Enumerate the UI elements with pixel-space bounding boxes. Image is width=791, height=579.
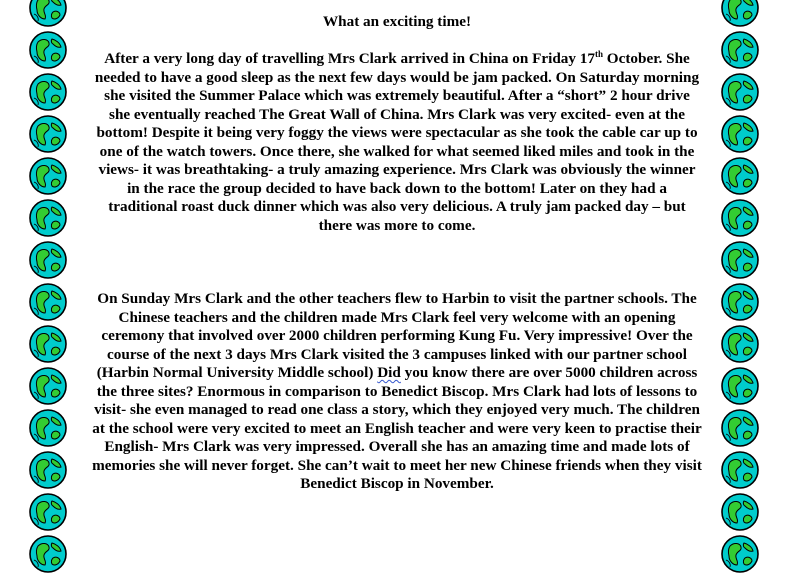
- globe-icon: [720, 198, 760, 238]
- globe-icon: [28, 30, 68, 70]
- globe-icon: [720, 408, 760, 448]
- globe-icon: [720, 156, 760, 196]
- globe-icon: [28, 198, 68, 238]
- paragraph-1-text: After a very long day of travelling Mrs Clark arrived in China on Friday 17: [104, 50, 595, 67]
- globe-icon: [28, 114, 68, 154]
- globe-icon: [720, 492, 760, 532]
- globe-icon: [28, 366, 68, 406]
- globe-icon: [720, 324, 760, 364]
- globe-icon: [28, 450, 68, 490]
- paragraph-harbin-visit: [92, 290, 702, 494]
- globe-icon: [28, 324, 68, 364]
- ordinal-suffix: th: [594, 48, 603, 59]
- globe-icon: [720, 72, 760, 112]
- globe-icon: [28, 282, 68, 322]
- globe-icon: [28, 240, 68, 280]
- globe-icon: [28, 0, 68, 28]
- globe-icon: [720, 0, 760, 28]
- globe-icon: [720, 366, 760, 406]
- globe-icon: [28, 156, 68, 196]
- document-body: [92, 13, 702, 494]
- grammar-flagged-word[interactable]: Did: [377, 364, 401, 381]
- paragraph-2-text-cont: you know there are over 5000 children across the three sites? Enormous in comparison to Benedict Biscop. Mrs Clark had lots of lessons to visit- she even managed to read one class a story, which they enjoyed very much. The children at the school were very excited to meet an English teacher and were very keen to practise their English- Mrs Clark was very impressed. Overall she has an amazing time and made lots of memories she will never forget. She can’t wait to meet her new Chinese friends when they visit Benedict Biscop in November.: [92, 364, 702, 492]
- globe-icon: [28, 492, 68, 532]
- globe-icon: [720, 114, 760, 154]
- page-title: What an exciting time!: [322, 13, 472, 30]
- globe-icon: [720, 240, 760, 280]
- paragraph-china-trip: [92, 50, 702, 235]
- paragraph-2-text: On Sunday Mrs Clark and the other teachers flew to Harbin to visit the partner schools. The Chinese teachers and the children made Mrs Clark feel very welcome with an opening ceremony that involved over 2000 children performing Kung Fu. Very impressive! Over the course of the next 3 days Mrs Clark visited the 3 campuses linked with our partner school (Harbin Normal University Middle school): [96, 290, 697, 381]
- globe-icon: [720, 282, 760, 322]
- globe-icon: [28, 534, 68, 574]
- globe-icon: [28, 72, 68, 112]
- globe-icon: [720, 30, 760, 70]
- paragraph-1-text-cont: October. She needed to have a good sleep as the next few days would be jam packed. On Saturday morning she visited the Summer Palace which was extremely beautiful. After a “short” 2 hour drive she eventually reached The Great Wall of China. Mrs Clark was very excited- even at the bottom! Despite it being very foggy the views were spectacular as she took the cable car up to one of the watch towers. Once there, she walked for what seemed liked miles and took in the views- it was breathtaking- a truly amazing experience. Mrs Clark was obviously the winner in the race the group decided to have back down to the bottom! Later on they had a traditional roast duck dinner which was also very delicious. A truly jam packed day – but there was more to come.: [94, 50, 700, 234]
- globe-icon: [720, 534, 760, 574]
- globe-icon: [720, 450, 760, 490]
- globe-icon: [28, 408, 68, 448]
